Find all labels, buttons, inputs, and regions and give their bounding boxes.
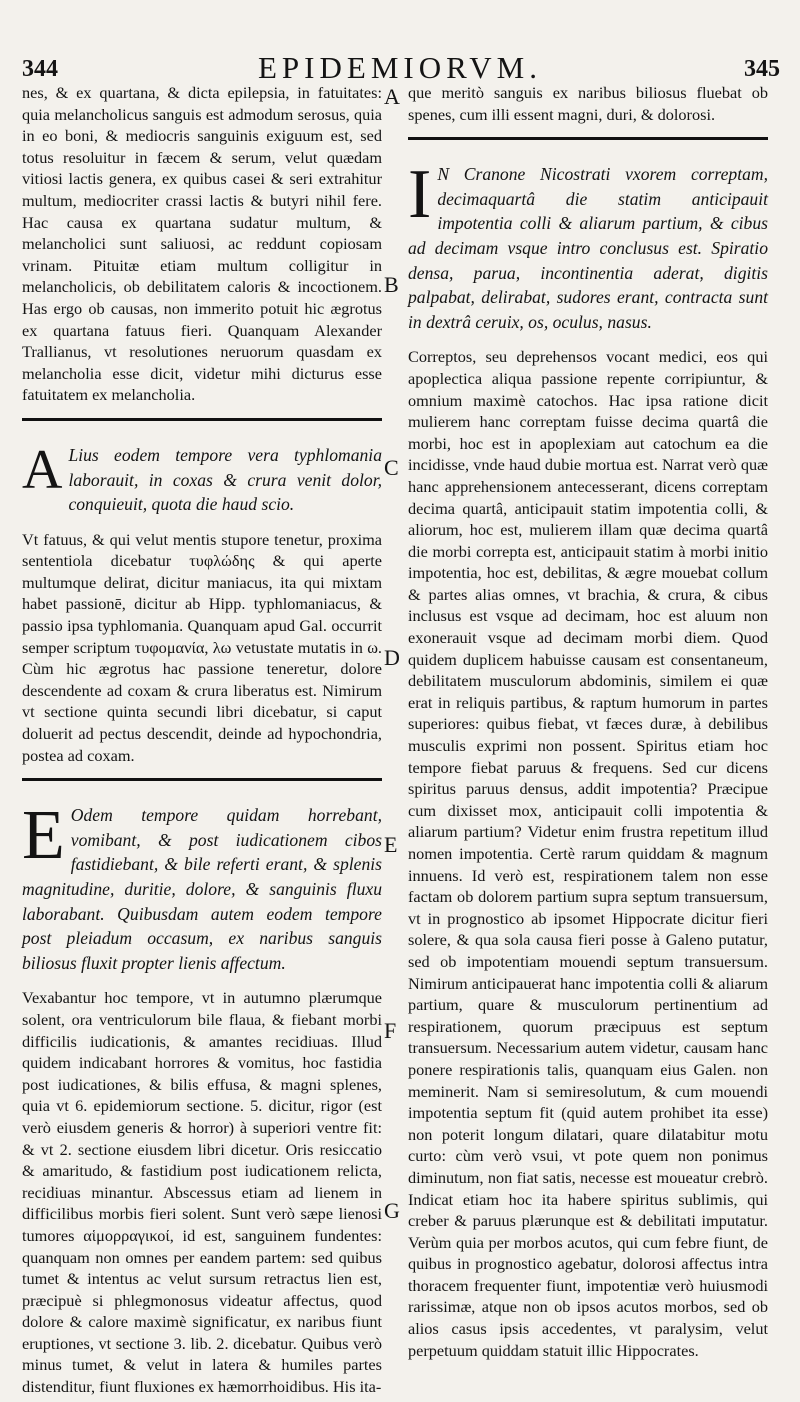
left-column bbox=[22, 82, 382, 1398]
commentary-paragraph: que meritò sanguis ex naribus biliosus fluebat ob spenes, cum illi essent magni, duri, & dolorosi. bbox=[408, 83, 768, 124]
hippocratic-text bbox=[22, 438, 382, 517]
commentary-paragraph: Correptos, seu deprehensos vocant medici, eos qui apoplectica aliqua passione repente corripiuntur, & omnium maximè catochos. Hac ipsa ratione dicit mulierem hanc correptam fuisse decima quartâ die morbi, hoc est in apoplexiam aut catochum ea die incidisse, vnde haud dubie mortua est. Narrat verò quæ hanc apprehensionem antecesserant, dicens correptam decima quartâ, anticipauit statim impotentia colli, & aliorum, hoc est, mulierem illam quæ decima quartâ die morbi correpta est, anticipauit statim à morbi initio impotentia, hoc est, debilitas, & ægre mouebat collum & partes alias omnes, vt brachia, & crura, & cibus inclusus est vsque ad decimam, hoc est aluum non exonerauit vsque ad decimam morbi diem. Quod quidem duplicem habuisse causam est consentaneum, debilitatem musculorum abdominis, similem ei quæ erat in reliquis partibus, & raptum humorum in partes superiores: quibus fiebat, vt fæces duræ, à debilibus musculis exprimi non possent. Spiritus etiam hoc tempore fiebat paruus & frequens. Sed cur dicens spiritus paruus densus, addit impotentia? Præcipue cum dixisset mox, anticipauit colli impotentia & aliarum partium? Videtur enim frustra repetitum illud nomen impotentia. Certè rarum quiddam & magnum innuens. Id verò est, respirationem talem non esse factam ob dolorem partium supra septum transuersum, vt in prognostico ab ipsomet Hippocrate dicitur fieri solere, & qua sola causa fieri posse à Galeno putatur, sed ob impotentiam mouendi septum transuersum. Nimirum anticipauerat hanc impotentia colli & aliarum partium, quare & musculorum pertinentium ad respirationem, quorum præcipuus est septum transuersum. Necessarium autem videtur, causam hanc ponere respirationis talis, quanquam eius Galen. non meminerit. Nam si semiresolutum, & cum mouendi impotentia septum fit (quid autem prohibet ita esse) non poterit longum dilatari, quare dilatabitur motu curto: cùm verò vsui, vt pote quem non ponimus diminutum, non fiat satis, necesse est moueatur crebrò. Indicat etiam hoc ita habere spiritus sublimis, qui creber & paruus plærunque est & debilitati imputatur. Verùm quia per morbos acutos, qui cum febre fiunt, de quibus in prognostico agebatur, dolorosi affectus intra thoracem frequenter fiunt, impotentiæ verò huiusmodi rarissimæ, atque non ob ipsos acutos morbos, sed ob alios casus ipsis accedentes, vt paralysim, velut perpetuum quiddam statuit illic Hippocrates. bbox=[408, 347, 768, 1360]
running-title: EPIDEMIORVM. bbox=[258, 50, 542, 85]
page-number-left: 344 bbox=[22, 56, 58, 82]
commentary-paragraph: nes, & ex quartana, & dicta epilepsia, in fatuitates: quia melancholicus sanguis est admodum serosus, quia in eo boni, & mediocris sanguinis exiguum est, sed totus resoluitur in fæcem & serum, velut quædam vitiosi lactis genera, ex quibus casei & seri extrahitur multum, mediocriter crassi lactis & butyri nihil fere. Hac causa ex quartana sudatur multum, & melancholici sunt saliuosi, ac reddunt copiosam vrinam. Pituitæ etiam multum colligitur in melancholicis, ob debilitatem caloris & incoctionem. Has ergo ob causas, non immerito potuit hic ægrotus ex quartana fatuus fieri. Quanquam Alexander Trallianus, vt resolutiones neruorum quasdam ex melancholia esse dicit, videtur mihi dicturus esse fatuitatem ex melancholia. bbox=[22, 83, 382, 405]
hippocratic-text-body: Odem tempore quidam horrebant, vomibant, & post iudicationem cibos fastidiebant, & bile referti erant, & splenis magnitudine, duritie, dolore, & sanguinis fluxu laborabant. Quibusdam autem eodem tempore post pleiadum occasum, ex naribus sanguis biliosus fluxit propter lienis affectum. bbox=[22, 805, 382, 973]
margin-letter-a: A bbox=[384, 84, 400, 109]
hippocratic-text bbox=[22, 797, 382, 975]
page-number-right: 345 bbox=[744, 56, 780, 82]
hippocratic-text-body: N Cranone Nicostrati vxorem correptam, decimaquartâ die statim anticipauit impotentia colli & aliarum partium, & cibus ad decimam vsque intro conclusus est. Spiratio densa, parua, incontinentia aderat, digitis palpabat, delirabat, sudores erant, contracta sunt in dextrâ ceruix, os, oculus, nasus. bbox=[408, 164, 768, 332]
section-rule bbox=[22, 418, 382, 421]
hippocratic-text bbox=[408, 156, 768, 334]
right-column bbox=[408, 82, 768, 1361]
section-rule bbox=[22, 778, 382, 781]
drop-cap: A bbox=[22, 438, 63, 501]
margin-letter-b: B bbox=[384, 272, 399, 297]
margin-letter-f: F bbox=[384, 1018, 397, 1043]
margin-letter-d: D bbox=[384, 645, 400, 670]
margin-letter-g: G bbox=[384, 1198, 400, 1223]
margin-letter-e: E bbox=[384, 832, 398, 857]
drop-cap: E bbox=[22, 797, 65, 875]
margin-letter-c: C bbox=[384, 455, 399, 480]
commentary-paragraph: Vt fatuus, & qui velut mentis stupore tenetur, proxima sententiola dicebatur τυφλώδης & qui aperte multumque delirat, dicitur maniacus, ita qui mixtam habet passionē, dicitur ab Hipp. typhlomaniacus, & passio ipsa typhlomania. Quanquam apud Gal. occurrit semper scriptum τυφομανία, λω vetustate mutatis in ω. Cùm hic ægrotus hac passione teneretur, dolore descendente ad coxam & crura liberatus est. Nimirum vt sectione quinta secundi libri dicebatur, si caput doluerit ad pectus descendit, deinde ad hypochondria, postea ad coxam. bbox=[22, 529, 382, 765]
hippocratic-text-body: Lius eodem tempore vera typhlomania laborauit, in coxas & crura venit dolor, conquieuit, quota die haud scio. bbox=[68, 444, 382, 515]
commentary-paragraph: Vexabantur hoc tempore, vt in autumno plærumque solent, ora ventriculorum bile flaua, & fiebant morbi difficilis iudicationis, & amantes recidiuas. Illud quidem indicabant horrores & vomitus, hoc fastidia post iudicationes, & bilis effusa, & magni splenes, quia vt 6. epidemiorum sectione. 5. dicitur, rigor (est verò eiusdem generis & horror) à superiori ventre fit: & vt 2. sectione eiusdem libri dicetur. Oris resiccatio & amaritudo, & fastidium post iudicationem relicta, recidiuas minantur. Abscessus etiam ad lienem in difficilibus morbis fieri solent. Sunt verò sæpe lienosi tumores αἱμορραγικοί, id est, sanguinem fundentes: quanquam non omnes per eandem partem: sed quibus tumet & intentus ac velut sursum retractus lien est, præcipuè si phlegmonosus videatur affectus, quod dolore & calore maximè significatur, ex naribus fiunt eruptiones, vt sectione 3. lib. 2. dicebatur. Quibus verò minus tumet, & velut in latera & humiles partes distenditur, fiunt fluxiones ex hæmorrhoidibus. His ita- bbox=[22, 988, 382, 1397]
section-rule bbox=[408, 137, 768, 140]
drop-cap: I bbox=[408, 156, 432, 234]
